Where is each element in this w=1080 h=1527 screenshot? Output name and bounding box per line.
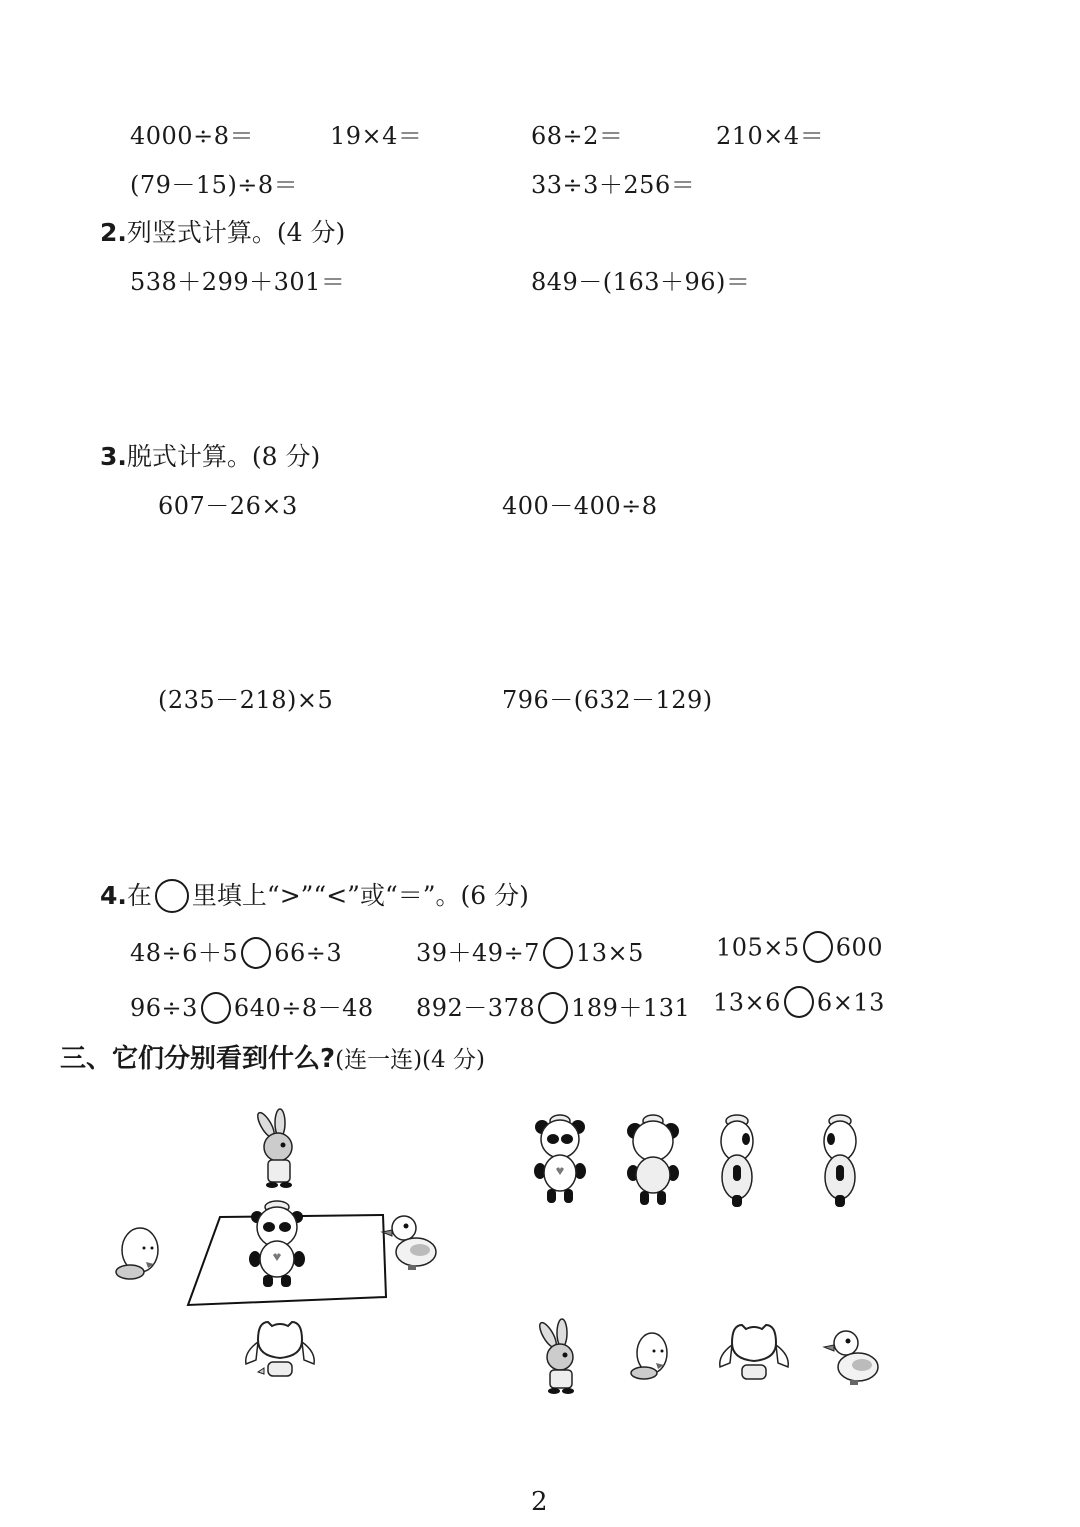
comparison-right: 13×5 (575, 939, 644, 967)
circle-icon (155, 879, 189, 913)
q3-item-2: 400－400÷8 (502, 492, 658, 520)
answer-circle-4[interactable] (201, 992, 231, 1024)
comparison-left: 48÷6＋5 (130, 939, 239, 967)
comparison-left: 13×6 (713, 988, 781, 1017)
q4-heading (100, 876, 529, 915)
panda-side-view-right (721, 1115, 753, 1207)
section-3-title (60, 1038, 485, 1075)
comparison-6 (713, 988, 885, 1020)
q2-heading (100, 213, 345, 249)
comparison-left: 105×5 (716, 933, 800, 962)
oral-calc-1: 4000÷8＝ (130, 122, 254, 150)
owl-back-icon (720, 1325, 789, 1379)
answer-circle-5[interactable] (538, 992, 568, 1024)
comparison-right: 600 (835, 933, 883, 962)
comparison-right: 189＋131 (571, 994, 691, 1022)
rabbit-icon (537, 1319, 574, 1394)
chick-icon (631, 1333, 667, 1379)
panda-icon (249, 1201, 305, 1287)
comparison-left: 892－378 (416, 994, 536, 1022)
q4-title-post: 里填上“>”“<”或“＝”。(6 分) (191, 881, 529, 910)
q3-heading (100, 437, 320, 473)
oral-calc-3: 68÷2＝ (531, 122, 624, 150)
q3-title: 脱式计算。(8 分) (126, 442, 321, 471)
rabbit-icon (255, 1109, 292, 1188)
animals-row (520, 1315, 890, 1405)
panda-views-row (520, 1110, 880, 1220)
q2-item-2: 849－(163＋96)＝ (531, 268, 751, 296)
panda-back-view (627, 1115, 679, 1205)
comparison-3 (716, 933, 883, 965)
q2-number: 2. (100, 218, 127, 247)
section-3-title-tail: (连一连)(4 分) (335, 1047, 485, 1073)
answer-circle-2[interactable] (543, 937, 573, 969)
comparison-1 (130, 933, 342, 971)
comparison-2 (416, 933, 644, 971)
q4-number: 4. (100, 881, 127, 910)
comparison-right: 640÷8－48 (233, 994, 374, 1022)
oral-calc-2: 19×4＝ (330, 122, 423, 150)
comparison-right: 6×13 (816, 988, 885, 1017)
panda-side-view-left (824, 1115, 856, 1207)
duck-icon (824, 1331, 878, 1385)
q2-item-1: 538＋299＋301＝ (130, 268, 346, 296)
comparison-4 (130, 988, 374, 1026)
q4-title-pre: 在 (126, 881, 152, 910)
q3-number: 3. (100, 442, 127, 471)
section-3-title-text: 三、它们分别看到什么? (60, 1044, 336, 1074)
q2-title: 列竖式计算。(4 分) (126, 218, 346, 247)
scene-illustration (100, 1110, 460, 1400)
owl-icon (246, 1322, 315, 1376)
comparison-5 (416, 988, 690, 1026)
q3-item-4: 796－(632－129) (502, 686, 713, 714)
duck-icon (382, 1216, 436, 1270)
answer-circle-1[interactable] (241, 937, 271, 969)
oral-calc-5: (79－15)÷8＝ (130, 171, 299, 199)
oral-calc-4: 210×4＝ (716, 122, 825, 150)
q3-item-1: 607－26×3 (158, 492, 298, 520)
comparison-left: 39＋49÷7 (416, 939, 540, 967)
q3-item-3: (235－218)×5 (158, 686, 334, 714)
chick-icon (116, 1228, 158, 1279)
comparison-right: 66÷3 (274, 939, 343, 967)
answer-circle-6[interactable] (784, 986, 814, 1018)
comparison-left: 96÷3 (130, 994, 198, 1022)
page-number: 2 (531, 1487, 548, 1517)
panda-front-view (534, 1115, 586, 1203)
oral-calc-6: 33÷3＋256＝ (531, 171, 696, 199)
answer-circle-3[interactable] (803, 931, 833, 963)
